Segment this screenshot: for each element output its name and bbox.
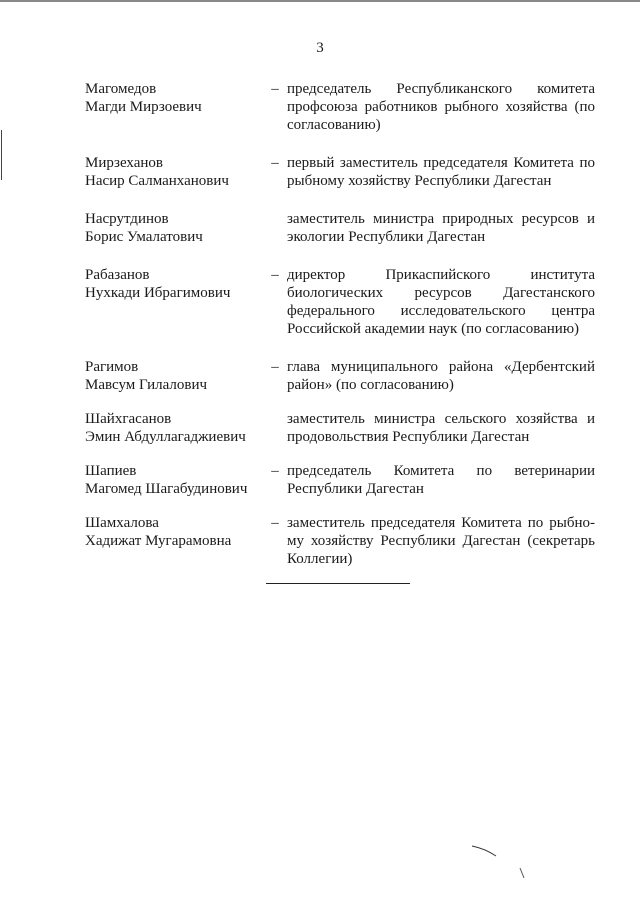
member-position [287, 358, 595, 394]
position-line: согласованию) [287, 117, 381, 133]
member-dash: – [271, 267, 279, 283]
position-line: Российской академии наук (по согласованию) [287, 321, 580, 337]
position-line: продовольствия Республики Дагестан [287, 429, 530, 445]
member-entry [85, 154, 600, 190]
member-dash: – [271, 359, 279, 375]
member-position [287, 266, 595, 338]
member-entry [85, 514, 600, 568]
member-given-name: Магомед Шагабудинович [85, 481, 248, 497]
member-dash: – [271, 155, 279, 171]
member-surname: Рагимов [85, 359, 139, 375]
member-name [85, 210, 265, 246]
member-entry [85, 266, 600, 338]
member-name [85, 154, 265, 190]
member-given-name: Мавсум Гилалович [85, 377, 208, 393]
page-top-edge [0, 0, 640, 2]
member-name [85, 358, 265, 394]
member-surname: Мирзеханов [85, 155, 164, 171]
member-given-name: Хадижат Мугарамовна [85, 533, 232, 549]
member-position [287, 210, 595, 246]
member-surname: Рабазанов [85, 267, 150, 283]
member-name [85, 80, 265, 116]
position-line: биологических ресурсов Дагестанского [287, 285, 595, 301]
position-line: му хозяйству Республики Дагестан (секретарь [287, 533, 595, 549]
member-surname: Шайхгасанов [85, 411, 172, 427]
member-position [287, 410, 595, 446]
members-list [85, 80, 600, 584]
member-entry [85, 462, 600, 498]
member-entry [85, 358, 600, 394]
member-surname: Насрутдинов [85, 211, 169, 227]
member-given-name: Нухкади Ибрагимович [85, 285, 231, 301]
position-line: профсоюза работников рыбного хозяйства (по [287, 99, 595, 115]
position-line: глава муниципального района «Дербентский [287, 359, 595, 375]
position-line: район» (по согласованию) [287, 377, 454, 393]
member-position [287, 154, 595, 190]
member-position [287, 80, 595, 134]
position-line: директор Прикаспийского института [287, 267, 595, 283]
member-name [85, 462, 265, 498]
position-line: Коллегии) [287, 551, 353, 567]
member-entry [85, 80, 600, 134]
position-line: Республики Дагестан [287, 481, 424, 497]
member-given-name: Магди Мирзоевич [85, 99, 202, 115]
margin-mark [1, 130, 2, 180]
member-given-name: Эмин Абдуллагаджиевич [85, 429, 246, 445]
member-dash: – [271, 463, 279, 479]
member-given-name: Насир Салманханович [85, 173, 229, 189]
page-number: 3 [316, 40, 324, 56]
member-entry [85, 210, 600, 246]
position-line: первый заместитель председателя Комитета по [287, 155, 595, 171]
position-line: федерального исследовательского центра [287, 303, 595, 319]
member-dash: – [271, 81, 279, 97]
member-name [85, 266, 265, 302]
member-dash: – [271, 515, 279, 531]
position-line: председатель Комитета по ветеринарии [287, 463, 595, 479]
member-surname: Шамхалова [85, 515, 159, 531]
pen-mark [470, 838, 530, 883]
position-line: заместитель министра природных ресурсов и [287, 211, 595, 227]
member-given-name: Борис Умалатович [85, 229, 203, 245]
member-surname: Магомедов [85, 81, 157, 97]
position-line: председатель Республиканского комитета [287, 81, 595, 97]
position-line: заместитель председателя Комитета по рыбно- [287, 515, 595, 531]
member-entry [85, 410, 600, 446]
position-line: экологии Республики Дагестан [287, 229, 486, 245]
position-line: рыбному хозяйству Республики Дагестан [287, 173, 552, 189]
member-position [287, 462, 595, 498]
member-name [85, 514, 265, 550]
member-position [287, 514, 595, 568]
member-surname: Шапиев [85, 463, 137, 479]
member-name [85, 410, 265, 446]
position-line: заместитель министра сельского хозяйства и [287, 411, 595, 427]
end-of-list-rule [266, 583, 410, 584]
